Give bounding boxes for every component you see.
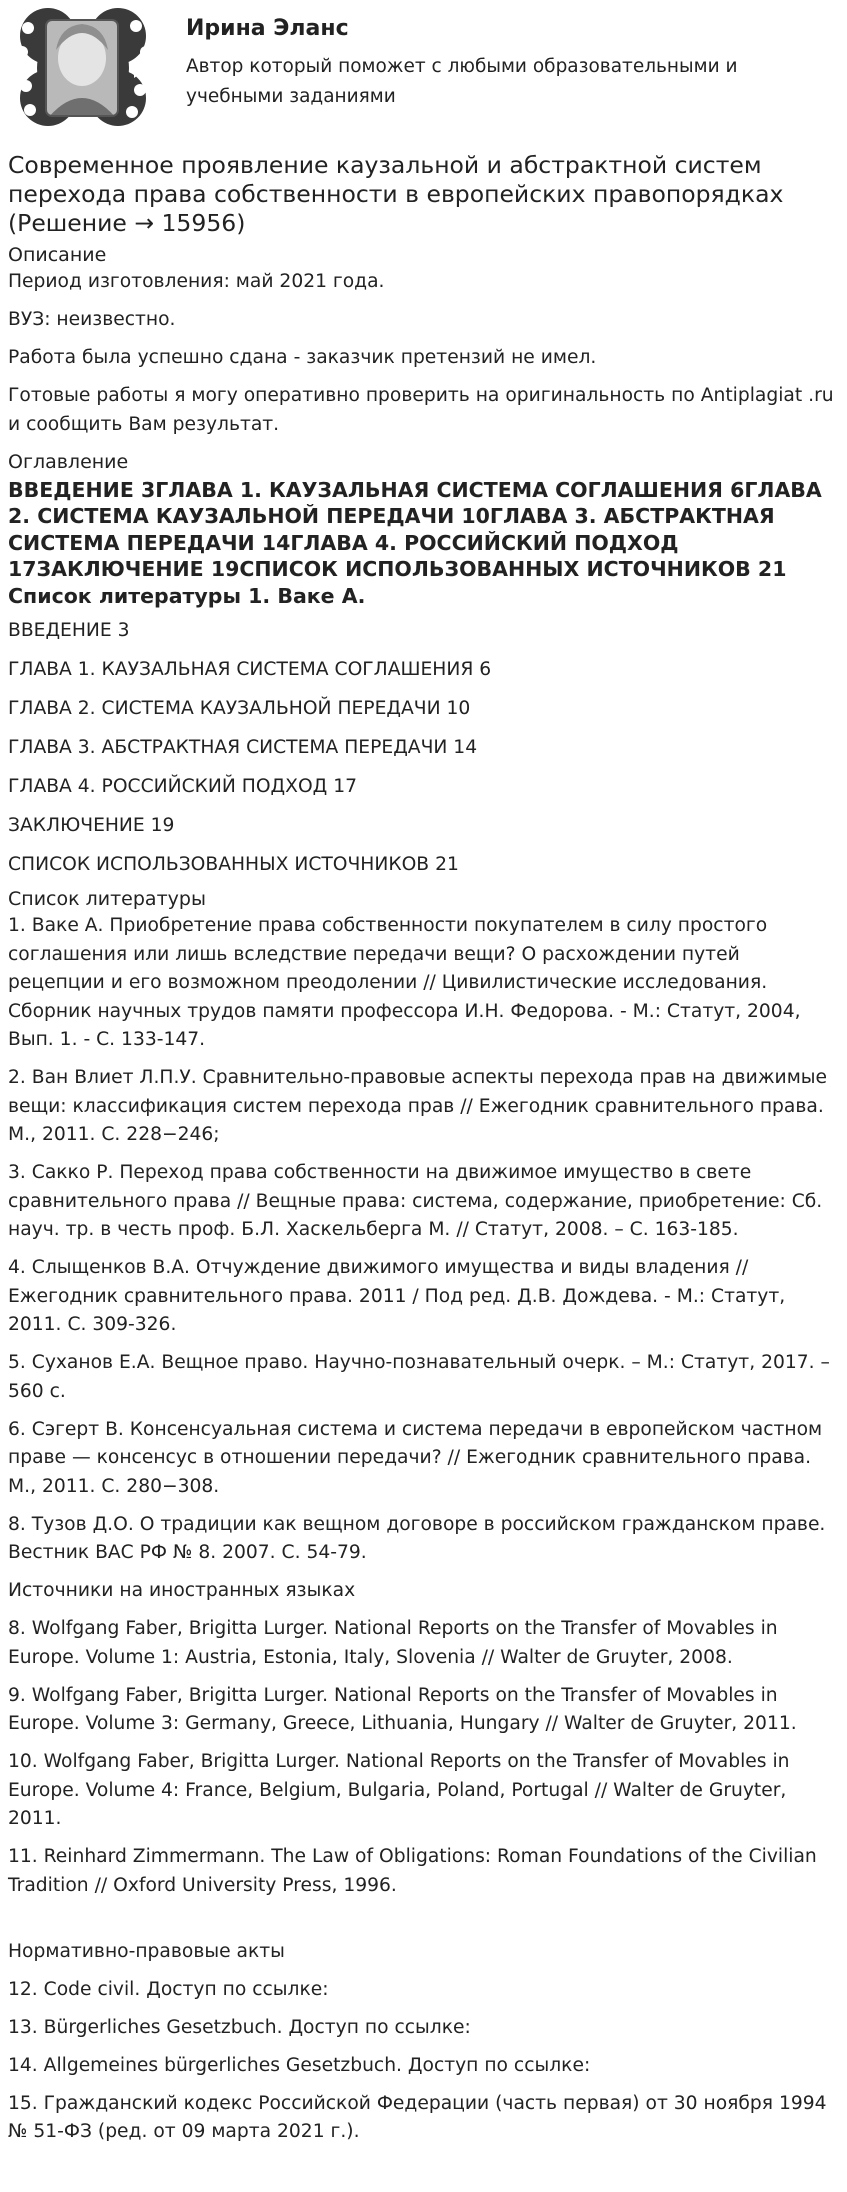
toc-item: ГЛАВА 4. РОССИЙСКИЙ ПОДХОД 17	[8, 776, 357, 797]
literature-item: 8. Wolfgang Faber, Brigitta Lurger. National Reports on the Transfer of Movables in Europe. Volume 1: Austria, Estonia, Italy, Slovenia // Walter de Gruyter, 2008.	[8, 1618, 778, 1668]
author-card	[8, 0, 839, 134]
literature-item: 5. Суханов Е.А. Вещное право. Научно-познавательный очерк. – М.: Статут, 2017. – 560 с.	[8, 1352, 830, 1402]
description-label: Описание	[8, 244, 107, 266]
normative-item: 13. Bürgerliches Gesetzbuch. Доступ по ссылке:	[8, 2016, 471, 2038]
literature-label: Список литературы	[8, 888, 206, 910]
literature-item: 2. Ван Влиет Л.П.У. Сравнительно-правовые аспекты перехода прав на движимые вещи: классификация систем перехода прав // Ежегодник сравнительного права. М., 2011. С. 228−246;	[8, 1067, 828, 1145]
toc-item: ЗАКЛЮЧЕНИЕ 19	[8, 815, 175, 836]
author-name[interactable]: Ирина Эланс	[186, 16, 349, 41]
normative-item: 15. Гражданский кодекс Российской Федерации (часть первая) от 30 ноября 1994 № 51-ФЗ (ред. от 09 марта 2021 г.).	[8, 2092, 827, 2142]
description-paragraph: ВУЗ: неизвестно.	[8, 309, 176, 330]
toc-item: ВВЕДЕНИЕ 3	[8, 620, 130, 641]
normative-item: 12. Code civil. Доступ по ссылке:	[8, 1978, 329, 2000]
toc-item: СПИСОК ИСПОЛЬЗОВАННЫХ ИСТОЧНИКОВ 21	[8, 854, 459, 875]
author-bio: Автор который поможет с любыми образовательными и учебными заданиями	[186, 56, 738, 107]
literature-item: 1. Ваке А. Приобретение права собственности покупателем в силу простого соглашения или лишь вследствие передачи вещи? О расхождении путей рецепции и его возможном преодолении // Цивилистические исследования. Сборник научных трудов памяти профессора И.Н. Федорова. - М.: Статут, 2004, Вып. 1. - С. 133-147.	[8, 915, 801, 1050]
toc-section	[8, 449, 839, 880]
toc-item: ГЛАВА 3. АБСТРАКТНАЯ СИСТЕМА ПЕРЕДАЧИ 14	[8, 737, 478, 758]
literature-section	[8, 886, 839, 2147]
literature-item: 9. Wolfgang Faber, Brigitta Lurger. National Reports on the Transfer of Movables in Europe. Volume 3: Germany, Greece, Lithuania, Hungary // Walter de Gruyter, 2011.	[8, 1684, 797, 1734]
literature-item: 6. Сэгерт В. Консенсуальная система и система передачи в европейском частном праве — консенсус в отношении передачи? // Ежегодник сравнительного права. М., 2011. С. 280−308.	[8, 1418, 823, 1497]
literature-item: 3. Сакко Р. Переход права собственности на движимое имущество в свете сравнительного права // Вещные права: система, содержание, приобретение: Сб. науч. тр. в честь проф. Б.Л. Хаскельберга М. // Статут, 2008. – С. 163-185.	[8, 1162, 823, 1240]
normative-heading: Нормативно-правовые акты	[8, 1940, 285, 1962]
literature-item: 8. Тузов Д.О. О традиции как вещном договоре в российском гражданском праве. Вестник ВАС РФ № 8. 2007. С. 54-79.	[8, 1513, 826, 1563]
literature-item: 10. Wolfgang Faber, Brigitta Lurger. National Reports on the Transfer of Movables in Europe. Volume 4: France, Belgium, Bulgaria, Poland, Portugal // Walter de Gruyter, 2011.	[8, 1751, 790, 1829]
description-paragraph: Период изготовления: май 2021 года.	[8, 271, 385, 292]
literature-item: 4. Слыщенков В.А. Отчуждение движимого имущества и виды владения // Ежегодник сравнительного права. 2011 / Под ред. Д.В. Дождева. - М.: Статут, 2011. С. 309-326.	[8, 1257, 786, 1335]
toc-item: ГЛАВА 1. КАУЗАЛЬНАЯ СИСТЕМА СОГЛАШЕНИЯ 6	[8, 659, 492, 680]
foreign-sources-heading: Источники на иностранных языках	[8, 1580, 356, 1601]
toc-summary: ВВЕДЕНИЕ 3ГЛАВА 1. КАУЗАЛЬНАЯ СИСТЕМА СОГЛАШЕНИЯ 6ГЛАВА 2. СИСТЕМА КАУЗАЛЬНОЙ ПЕРЕДАЧИ 10ГЛАВА 3. АБСТРАКТНАЯ СИСТЕМА ПЕРЕДАЧИ 14ГЛАВА 4. РОССИЙСКИЙ ПОДХОД 17ЗАКЛЮЧЕНИЕ 19СПИСОК ИСПОЛЬЗОВАННЫХ ИСТОЧНИКОВ 21 Список литературы 1. Ваке А.	[8, 477, 822, 608]
description-section	[8, 242, 839, 439]
work-title: Современное проявление каузальной и абстрактной систем перехода права собственности в европейских правопорядках (Решение → 15956)	[8, 151, 784, 237]
description-paragraph: Работа была успешно сдана - заказчик претензий не имел.	[8, 347, 597, 368]
toc-label: Оглавление	[8, 450, 129, 473]
blank-line	[8, 1910, 839, 1938]
normative-item: 14. Allgemeines bürgerliches Gesetzbuch. Доступ по ссылке:	[8, 2054, 591, 2076]
literature-item: 11. Reinhard Zimmermann. The Law of Obligations: Roman Foundations of the Civilian Tradition // Oxford University Press, 1996.	[8, 1846, 817, 1896]
toc-item: ГЛАВА 2. СИСТЕМА КАУЗАЛЬНОЙ ПЕРЕДАЧИ 10	[8, 698, 471, 719]
description-paragraph: Готовые работы я могу оперативно проверить на оригинальность по Antiplagiat .ru и сообщить Вам результат.	[8, 385, 834, 435]
author-avatar[interactable]	[8, 6, 158, 130]
